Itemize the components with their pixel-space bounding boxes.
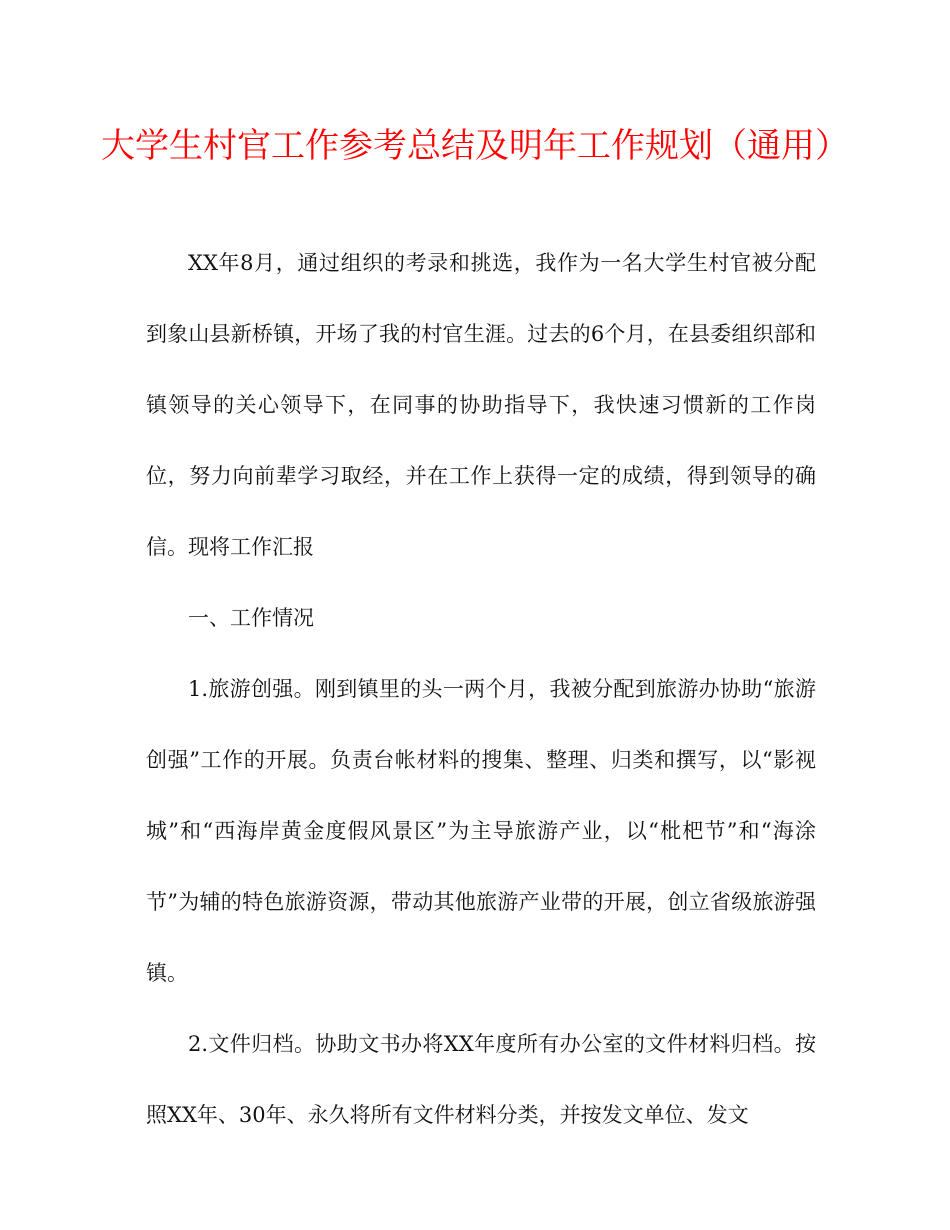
- paragraph-tourism: 1.旅游创强。刚到镇里的头一两个月，我被分配到旅游办协助“旅游创强”工作的开展。负责台帐材料的搜集、整理、归类和撰写，以“影视城”和“西海岸黄金度假风景区”为主导旅游产业，以“枇杷节”和“海涂节”为辅的特色旅游资源，带动其他旅游产业带的开展，创立省级旅游强镇。: [146, 677, 816, 985]
- document-title: 大学生村官工作参考总结及明年工作规划（通用）: [101, 126, 849, 166]
- paragraph-intro: XX年8月，通过组织的考录和挑选，我作为一名大学生村官被分配到象山县新桥镇，开场了我的村官生涯。过去的6个月，在县委组织部和镇领导的关心领导下，在同事的协助指导下，我快速习惯新的工作岗位，努力向前辈学习取经，并在工作上获得一定的成绩，得到领导的确信。现将工作汇报: [146, 251, 816, 559]
- section-heading-work-situation: 一、工作情况: [188, 606, 314, 630]
- paragraph-archiving: 2.文件归档。协助文书办将XX年度所有办公室的文件材料归档。按照XX年、30年、永久将所有文件材料分类，并按发文单位、发文: [146, 1032, 816, 1127]
- document-body: [146, 228, 816, 1151]
